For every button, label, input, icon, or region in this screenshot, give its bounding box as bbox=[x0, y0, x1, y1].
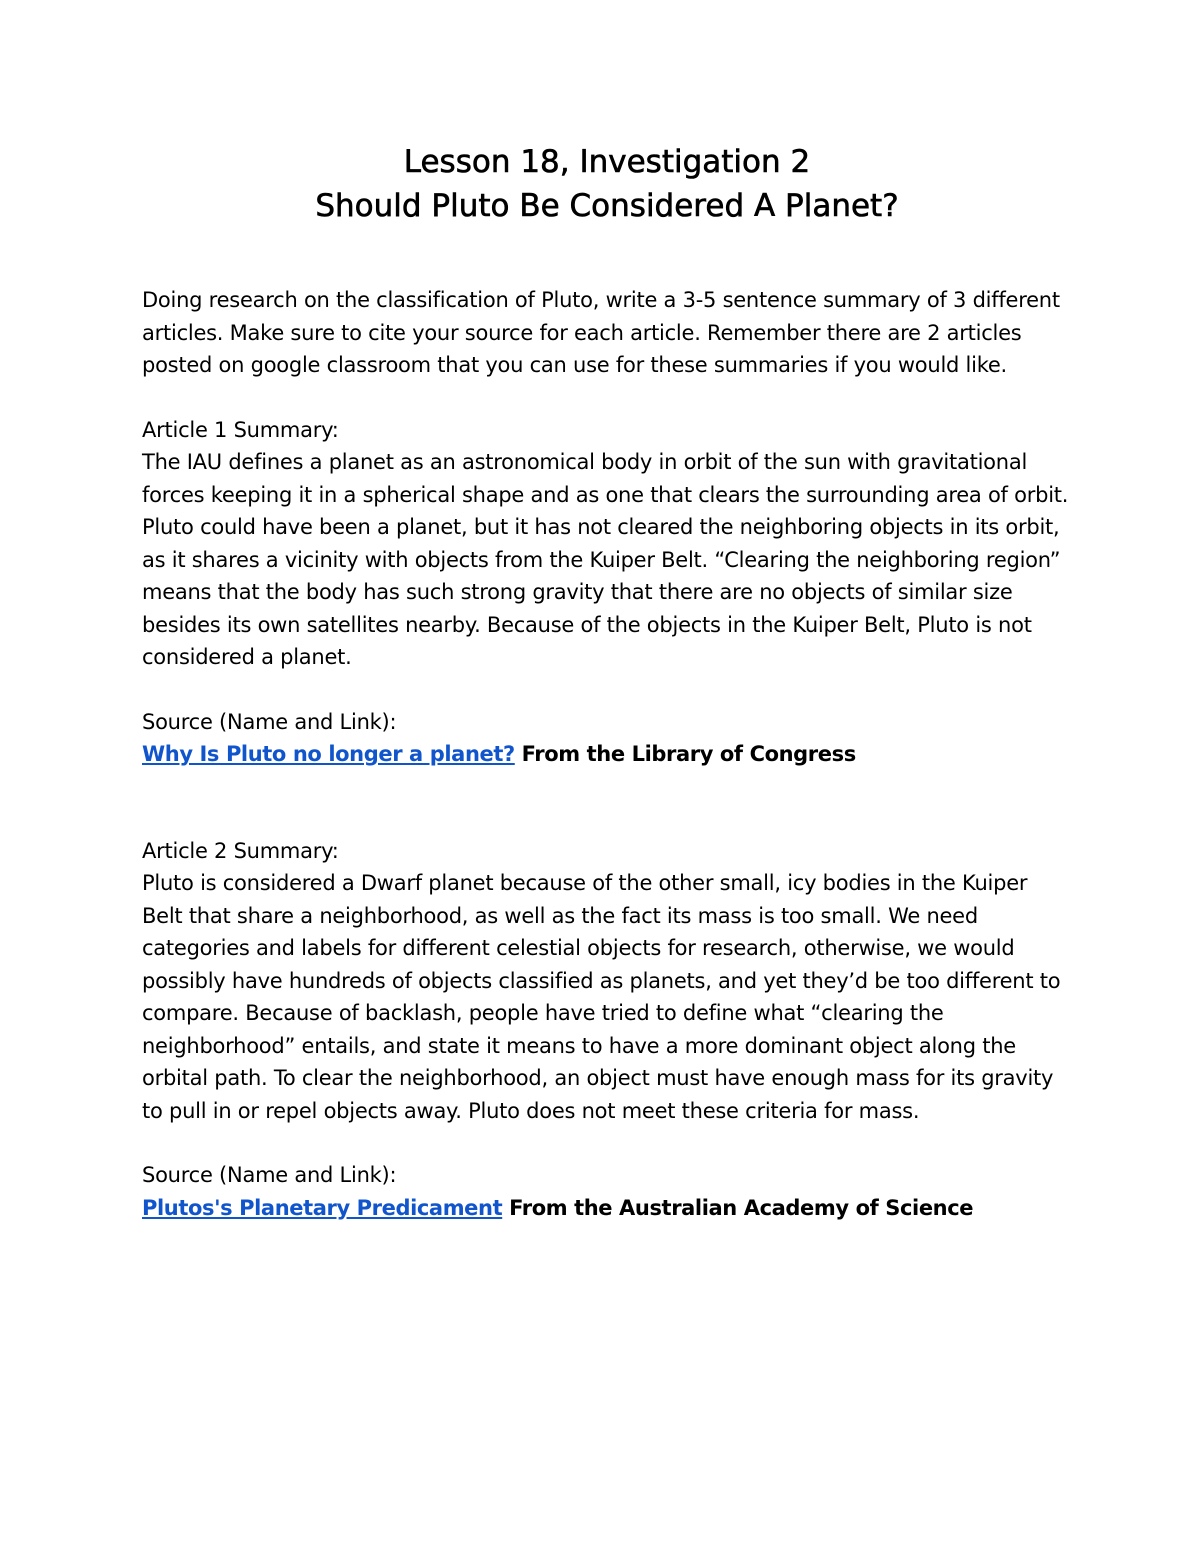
document-page bbox=[142, 140, 1072, 1224]
title-line-2: Should Pluto Be Considered A Planet? bbox=[315, 188, 899, 224]
article-1-source bbox=[142, 706, 1072, 771]
page-title bbox=[142, 140, 1072, 228]
article-1-summary: The IAU defines a planet as an astronomical body in orbit of the sun with gravitational forces keeping it in a spherical shape and as one that clears the surrounding area of orbit. Pluto could have been a planet, but it has not cleared the neighboring objects in its orbit, as it shares a vicinity with objects from the Kuiper Belt. “Clearing the neighboring region” means that the body has such strong gravity that there are no objects of similar size besides its own satellites nearby. Because of the objects in the Kuiper Belt, Pluto is not considered a planet. bbox=[142, 450, 1069, 669]
article-2-label: Article 2 Summary: bbox=[142, 838, 339, 863]
article-2-citation bbox=[142, 1192, 1072, 1225]
title-line-1: Lesson 18, Investigation 2 bbox=[403, 144, 811, 180]
article-1-source-label: Source (Name and Link): bbox=[142, 709, 397, 734]
article-2-source-label: Source (Name and Link): bbox=[142, 1163, 397, 1187]
article-2-source bbox=[142, 1159, 1072, 1224]
article-2-publisher: From the Australian Academy of Science bbox=[502, 1195, 974, 1220]
article-1-publisher: From the Library of Congress bbox=[514, 742, 856, 766]
article-1-label: Article 1 Summary: bbox=[142, 417, 339, 442]
article-1-citation bbox=[142, 738, 1072, 771]
instructions-paragraph: Doing research on the classification of Pluto, write a 3-5 sentence summary of 3 different articles. Make sure to cite your source for each article. Remember there are 2 articles posted on google classroom that you can use for these summaries if you would like. bbox=[142, 288, 1060, 377]
article-1-section bbox=[142, 414, 1072, 771]
article-2-section bbox=[142, 835, 1072, 1225]
article-1-link[interactable]: Why Is Pluto no longer a planet? bbox=[142, 742, 515, 766]
article-2-link[interactable]: Plutos's Planetary Predicament bbox=[142, 1195, 503, 1220]
article-2-summary: Pluto is considered a Dwarf planet because of the other small, icy bodies in the Kuiper Belt that share a neighborhood, as well as the fact its mass is too small. We need categories and labels for different celestial objects for research, otherwise, we would possibly have hundreds of objects classified as planets, and yet they’d be too different to compare. Because of backlash, people have tried to define what “clearing the neighborhood” entails, and state it means to have a more dominant object along the orbital path. To clear the neighborhood, an object must have enough mass for its gravity to pull in or repel objects away. Pluto does not meet these criteria for mass. bbox=[142, 871, 1061, 1123]
